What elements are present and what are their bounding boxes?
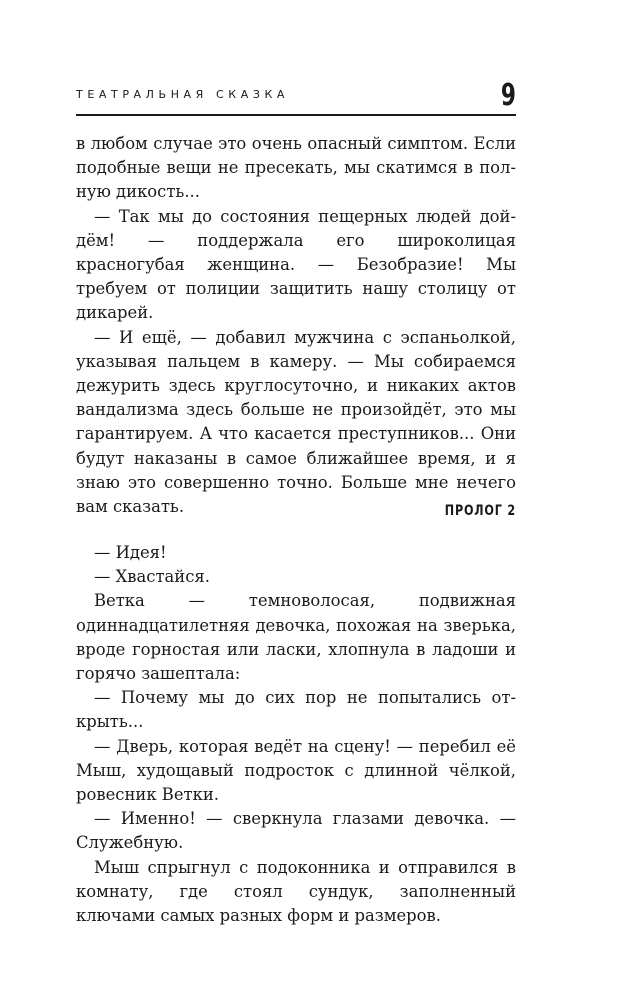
page-header — [76, 78, 516, 124]
paragraph: — Хвастайся. — [94, 567, 210, 587]
paragraph: Мыш спрыгнул с подоконника и отправился в комнату, где стоял сундук, заполненный ключами самых разных форм и размеров. — [76, 857, 516, 926]
paragraph: — Так мы до состояния пещерных людей дойдём! — поддержала его широколицая красногубая женщина. — Безобразие! Мы требуем от полиции защитить нашу столицу от дикарей. — [76, 206, 516, 323]
paragraph: Ветка — темноволосая, подвижная одиннадцатилетняя девочка, похожая на зверька, вроде горностая или ласки, хлопнула в ладоши и горячо зашептала: — [76, 591, 516, 684]
running-title: ТЕАТРАЛЬНАЯ СКАЗКА — [76, 88, 290, 101]
page-number: 9 — [500, 78, 516, 113]
header-rule — [76, 114, 516, 116]
paragraph: — Дверь, которая ведёт на сцену! — перебил её Мыш, худощавый подросток с длинной чёлкой, ровесник Ветки. — [76, 736, 516, 805]
paragraph: в любом случае это очень опасный симптом. Если подобные вещи не пресекать, мы скатимся в полную дикость... — [76, 134, 516, 202]
paragraph: — Идея! — [94, 543, 167, 562]
chapter-heading: ПРОЛОГ 2 — [444, 503, 516, 519]
text-block-1 — [76, 132, 516, 519]
text-block-2 — [76, 541, 516, 928]
paragraph: — Почему мы до сих пор не попытались открыть... — [76, 688, 516, 732]
paragraph: — Именно! — сверкнула глазами девочка. — Служебную. — [76, 809, 516, 853]
paragraph: — И ещё, — добавил мужчина с эспаньолкой, указывая пальцем в камеру. — Мы собираемся дежурить здесь круглосуточно, и никаких актов вандализма здесь больше не произойдёт, это мы гарантируем. А что касается преступников... Они будут наказаны в самое ближайшее время, и я знаю это совершенно точно. Больше мне нечего вам сказать. — [76, 327, 516, 517]
